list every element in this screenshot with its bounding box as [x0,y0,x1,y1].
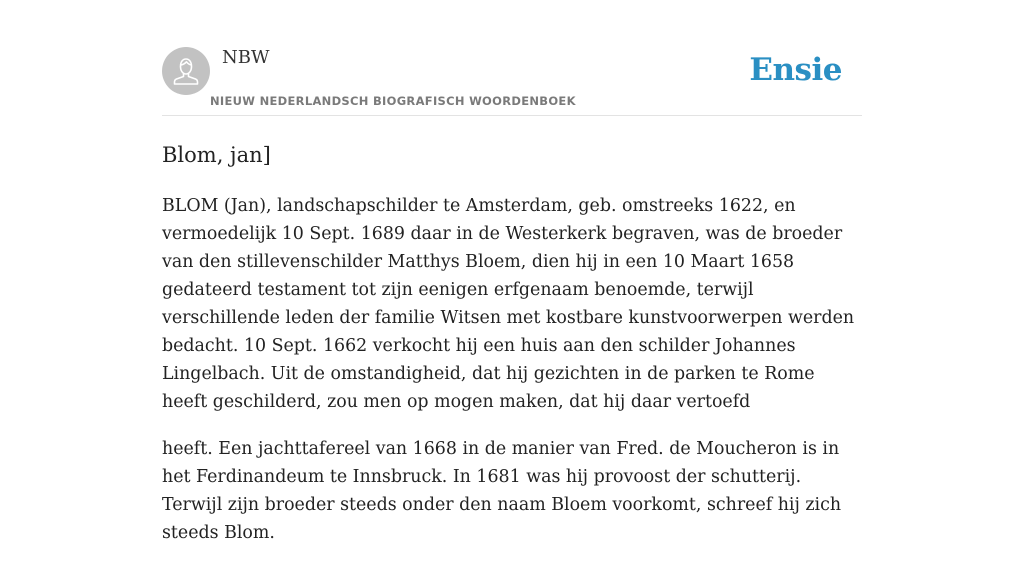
ensie-logo[interactable]: Ensie [749,52,842,88]
source-avatar[interactable] [162,47,210,95]
source-header [162,0,862,116]
article-body [162,192,862,566]
source-full-name: NIEUW NEDERLANDSCH BIOGRAFISCH WOORDENBOEK [210,94,576,108]
article-paragraph: BLOM (Jan), landschapschilder te Amsterdam, geb. omstreeks 1622, en vermoedelijk 10 Sept. 1689 daar in de Westerkerk begraven, was de broeder van den stillevenschilder Matthys Bloem, dien hij in een 10 Maart 1658 gedateerd testament tot zijn eenigen erfgenaam benoemde, terwijl verschillende leden der familie Witsen met kostbare kunstvoorwerpen werden bedacht. 10 Sept. 1662 verkocht hij een huis aan den schilder Johannes Lingelbach. Uit de omstandigheid, dat hij gezichten in de parken te Rome heeft geschilderd, zou men op mogen maken, dat hij daar vertoefd [162,196,855,412]
article-paragraph: heeft. Een jachttafereel van 1668 in de manier van Fred. de Moucheron is in het Ferdinandeum te Innsbruck. In 1681 was hij provoost der schutterij. Terwijl zijn broeder steeds onder den naam Bloem voorkomt, schreef hij zich steeds Blom. [162,439,842,543]
source-abbreviation[interactable]: NBW [222,47,270,68]
user-icon [162,47,210,95]
page-title: Blom, jan] [162,143,271,167]
